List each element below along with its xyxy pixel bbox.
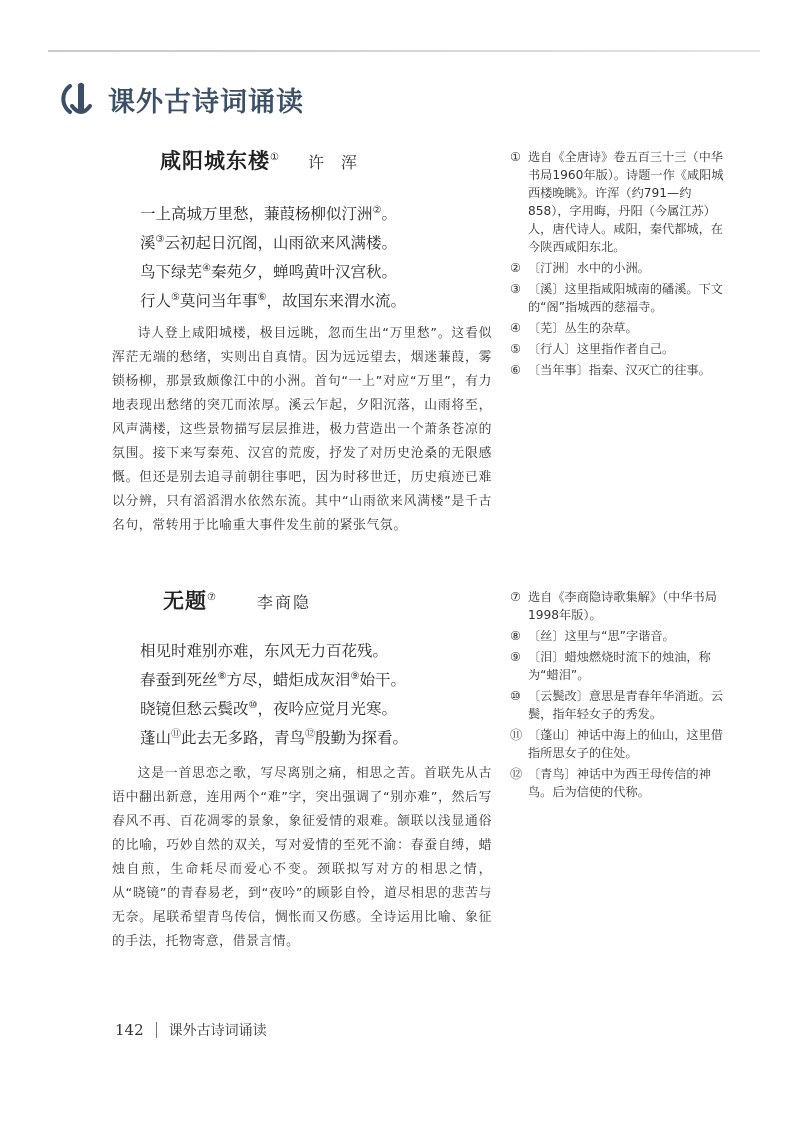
footnote-number: ⑥ <box>510 363 521 377</box>
poem-line <box>140 722 408 751</box>
footnote-item <box>510 319 725 337</box>
footnote-text: 〔溪〕这里指咸阳城南的磻溪。下文的“阁”指城西的慈福寺。 <box>528 282 723 314</box>
poem2-notes <box>510 588 725 804</box>
footnote-number: ⑪ <box>510 728 523 742</box>
footnote-text: 〔泪〕蜡烛燃烧时流下的烛油，称为“蜡泪”。 <box>528 650 711 682</box>
footnote-item <box>510 259 725 277</box>
footnote-number: ⑧ <box>510 629 521 643</box>
line-text: 莫问当年事 <box>179 292 258 311</box>
footnote-mark[interactable]: ⑫ <box>305 729 316 741</box>
poem2-heading <box>163 585 311 615</box>
line-text: ，夜吟应觉月光寒。 <box>257 700 397 719</box>
footnote-number: ⑫ <box>510 767 523 781</box>
section-header <box>60 78 304 120</box>
line-text: 行人 <box>140 292 172 311</box>
line-text: ，故国东来渭水流。 <box>266 292 406 311</box>
footnote-item <box>510 627 725 645</box>
line-text: 晓镜但愁云鬓改 <box>140 700 249 719</box>
poem-line <box>140 635 408 664</box>
poem2-title-note-mark[interactable]: ⑦ <box>207 592 217 603</box>
footnote-item <box>510 280 725 316</box>
footnote-number: ③ <box>510 282 521 296</box>
poem-line <box>140 664 408 693</box>
footnote-number: ① <box>510 150 521 164</box>
page-footer <box>115 1020 267 1040</box>
footnote-text: 〔汀洲〕水中的小洲。 <box>528 261 650 275</box>
footnote-text: 〔当年事〕指秦、汉灭亡的往事。 <box>528 363 711 377</box>
footnote-item <box>510 588 725 624</box>
footnote-mark[interactable]: ④ <box>202 263 211 275</box>
line-text: 一上高城万里愁，蒹葭杨柳似汀洲 <box>140 205 373 224</box>
poem2-author: 李商隐 <box>256 593 311 612</box>
footnote-number: ⑦ <box>510 590 521 604</box>
footer-divider <box>156 1022 157 1038</box>
poem-line <box>140 256 406 285</box>
line-text: 相见时难别亦难，东风无力百花残。 <box>140 642 389 661</box>
poem1-author: 许 浑 <box>307 153 364 172</box>
footnote-number: ② <box>510 261 521 275</box>
footnote-item <box>510 726 725 762</box>
footnote-text: 〔蓬山〕神话中海上的仙山，这里借指所思女子的住处。 <box>528 728 723 760</box>
footnote-mark[interactable]: ⑤ <box>171 292 180 304</box>
line-text: 始干。 <box>359 671 406 690</box>
poem2-title: 无题⑦ <box>163 588 217 613</box>
poem1-lines <box>140 198 406 315</box>
section-title: 课外古诗词诵读 <box>108 86 304 118</box>
poem1-notes <box>510 148 725 382</box>
line-text: 蓬山 <box>140 729 172 748</box>
footnote-number: ⑨ <box>510 650 521 664</box>
footnote-mark[interactable]: ⑩ <box>248 700 258 712</box>
line-text: 溪 <box>140 234 156 253</box>
footnote-text: 选自《全唐诗》卷五百三十三（中华书局1960年版）。诗题一作《咸阳城西楼晚眺》。许浑（约791—约858），字用晦，丹阳（今属江苏）人，唐代诗人。咸阳，秦代都城，在今陕西咸阳东北。 <box>528 150 724 254</box>
line-text: 此去无多路，青鸟 <box>181 729 306 748</box>
footnote-mark[interactable]: ⑪ <box>171 729 182 741</box>
footnote-text: 〔行人〕这里指作者自己。 <box>528 342 675 356</box>
poem-line <box>140 285 406 314</box>
line-text: 鸟下绿芜 <box>140 263 203 282</box>
footnote-number: ⑩ <box>510 689 521 703</box>
page-number: 142 <box>115 1021 144 1039</box>
footnote-text: 〔丝〕这里与“思”字谐音。 <box>528 629 675 643</box>
poem1-heading <box>160 145 363 175</box>
poem2-lines <box>140 635 408 752</box>
line-text: 殷勤为探看。 <box>315 729 409 748</box>
poem-line <box>140 693 408 722</box>
footnote-item <box>510 687 725 723</box>
top-rule <box>48 50 760 52</box>
footnote-item <box>510 148 725 256</box>
footnote-text: 〔芜〕丛生的杂草。 <box>528 321 638 335</box>
footnote-text: 选自《李商隐诗歌集解》（中华书局1998年版）。 <box>528 590 717 622</box>
footnote-item <box>510 765 725 801</box>
poem1-title: 咸阳城东楼① <box>160 148 280 173</box>
footnote-mark[interactable]: ③ <box>155 234 165 246</box>
line-text: 春蚕到死丝 <box>140 671 218 690</box>
footnote-item <box>510 648 725 684</box>
poem1-commentary: 诗人登上咸阳城楼，极目远眺，忽而生出“万里愁”。这看似浑茫无端的愁绪，实则出自真情。因为远远望去，烟迷蒹葭，雾锁杨柳，那景致颇像江中的小洲。首句“一上”对应“万里”，有力地表现出愁绪的突兀而浓厚。溪云乍起，夕阳沉落，山雨将至，风声满楼，这些景物描写层层推进，极力营造出一个萧条苍凉的氛围。接下来写秦苑、汉宫的荒废，抒发了对历史沧桑的无限感慨。但还是别去追寻前朝往事吧，因为时移世迁，历史痕迹已难以分辨，只有滔滔渭水依然东流。其中“山雨欲来风满楼”是千古名句，常转用于比喻重大事件发生前的紧张气氛。 <box>112 326 492 533</box>
poem2-commentary: 这是一首思恋之歌，写尽离别之痛，相思之苦。首联先从古语中翻出新意，连用两个“难”字，突出强调了“别亦难”，然后写春风不再、百花凋零的景象，象征爱情的艰难。颔联以浅显通俗的比喻，巧妙自然的双关，写对爱情的至死不渝：春蚕自缚，蜡烛自煎，生命耗尽而爱心不变。颈联拟写对方的相思之情，从“晓镜”的青春易老，到“夜吟”的顾影自怜，道尽相思的悲苦与无奈。尾联希望青鸟传信，惆怅而又伤感。全诗运用比喻、象征的手法，托物寄意，借景言情。 <box>112 766 492 949</box>
footnote-mark[interactable]: ⑧ <box>217 671 227 683</box>
line-text: 云初起日沉阁，山雨欲来风满楼。 <box>164 234 397 253</box>
line-text: 。 <box>381 205 397 224</box>
poem-line <box>140 198 406 227</box>
line-text: 方尽，蜡炬成灰泪 <box>226 671 351 690</box>
line-text: 秦苑夕，蝉鸣黄叶汉宫秋。 <box>210 263 397 282</box>
footnote-mark[interactable]: ② <box>372 205 382 216</box>
footnote-text: 〔青鸟〕神话中为西王母传信的神鸟。后为信使的代称。 <box>528 767 711 799</box>
anchor-icon <box>60 78 102 120</box>
poem-line <box>140 227 406 256</box>
footnote-mark[interactable]: ⑨ <box>350 671 360 683</box>
footnote-text: 〔云鬓改〕意思是青春年华消逝。云鬓，指年轻女子的秀发。 <box>528 689 723 721</box>
footnote-number: ④ <box>510 321 521 335</box>
footnote-item <box>510 340 725 358</box>
footnote-item <box>510 361 725 379</box>
poem1-title-note-mark[interactable]: ① <box>270 152 280 163</box>
footnote-mark[interactable]: ⑥ <box>257 292 267 304</box>
footnote-number: ⑤ <box>510 342 521 356</box>
footer-title: 课外古诗词诵读 <box>168 1023 267 1039</box>
